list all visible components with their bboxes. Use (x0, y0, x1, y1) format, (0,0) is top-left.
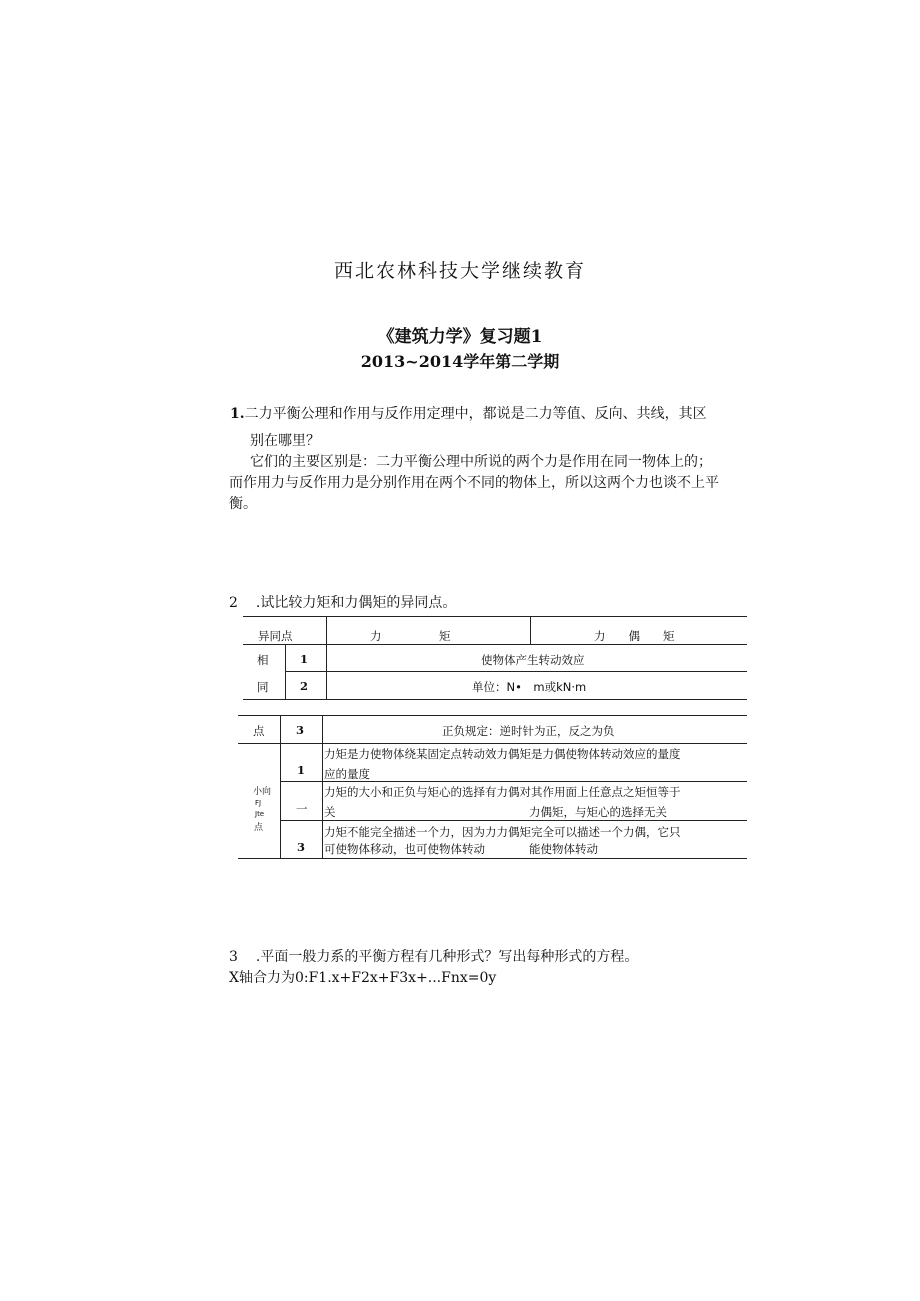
school-name: 西北农林科技大学继续教育 (333, 260, 586, 282)
point-label: 点 (253, 724, 265, 738)
table-rule (322, 715, 323, 858)
header-couple-moment: 力 偶 矩 (594, 629, 675, 643)
q1-number: 1. (230, 406, 245, 422)
table-rule (238, 715, 747, 716)
table-rule (243, 616, 747, 617)
q2-question-text: .试比较力矩和力偶矩的异同点。 (255, 595, 457, 611)
q1-answer-line2: 而作用力与反作用力是分别作用在两个不同的物体上，所以这两个力也谈不上平 (229, 475, 719, 491)
table-rule (238, 743, 747, 744)
q3-answer: X轴合力为0:F1.x+F2x+F3x+...Fnx=0y (229, 970, 497, 986)
q1-question-line2: 别在哪里？ (250, 433, 320, 449)
q2-number: 2 (229, 595, 238, 611)
q1-answer-line1: 它们的主要区别是：二力平衡公理中所说的两个力是作用在同一物体上的； (250, 454, 712, 470)
same-row-1-text: 使物体产生转动效应 (481, 653, 585, 667)
diff-label-2: FJ (255, 799, 262, 807)
exam-term: 2013~2014学年第二学期 (360, 352, 560, 371)
point-row-text: 正负规定：逆时针为正，反之为负 (442, 724, 615, 738)
diff-row-2-num: 一 (296, 802, 308, 816)
diff-row-2-line1: 力矩的大小和正负与矩心的选择有力偶对其作用面上任意点之矩恒等于 (324, 785, 681, 799)
table-rule (243, 644, 747, 645)
table-rule (285, 671, 747, 672)
table-rule (280, 715, 281, 858)
table-rule (238, 858, 747, 859)
diff-row-2-line2b: 力偶矩，与矩心的选择无关 (529, 805, 667, 819)
diff-row-1-line2: 应的量度 (324, 767, 370, 781)
diff-label-3: Jte (255, 810, 265, 818)
diff-row-1-line1: 力矩是力使物体绕某固定点转动效力偶矩是力偶使物体转动效应的量度 (324, 747, 681, 761)
diff-row-1-num: 1 (297, 763, 306, 777)
exam-title: 《建筑力学》复习题1 (377, 327, 543, 347)
same-row-1-num: 1 (300, 652, 309, 666)
diff-label-4: 点 (254, 823, 264, 833)
q1-answer-line3: 衡。 (229, 496, 257, 512)
table-rule (280, 820, 747, 821)
same-row-2-num: 2 (300, 679, 309, 693)
q2-question (229, 592, 456, 612)
header-moment: 力 矩 (370, 629, 451, 643)
diff-row-2-line2a: 关 (324, 805, 336, 819)
diff-row-3-line2b: 能使物体转动 (529, 842, 598, 856)
table-rule (326, 616, 327, 699)
q1-question-line1 (230, 403, 707, 423)
diff-label-1: 小向 (253, 787, 272, 797)
diff-row-3-line1: 力矩不能完全描述一个力，因为力力偶矩完全可以描述一个力偶，它只 (324, 825, 681, 839)
q1-question-text: 二力平衡公理和作用与反作用定理中，都说是二力等值、反向、共线，其区 (244, 406, 707, 422)
q3-question (229, 946, 638, 966)
table-rule (285, 644, 286, 699)
q3-number: 3 (229, 949, 238, 965)
same-row-2-text: 单位：N• m或kN·m (472, 680, 587, 694)
table-rule (530, 616, 531, 644)
table-rule (243, 699, 747, 700)
point-row-num: 3 (296, 723, 305, 737)
same-label-2: 同 (257, 680, 269, 694)
diff-row-3-num: 3 (297, 840, 306, 854)
same-label-1: 相 (257, 653, 269, 667)
q3-question-text: .平面一般力系的平衡方程有几种形式？写出每种形式的方程。 (255, 949, 639, 965)
diff-row-3-line2a: 可使物体移动，也可使物体转动 (324, 842, 485, 856)
header-similarity: 异同点 (258, 629, 293, 643)
